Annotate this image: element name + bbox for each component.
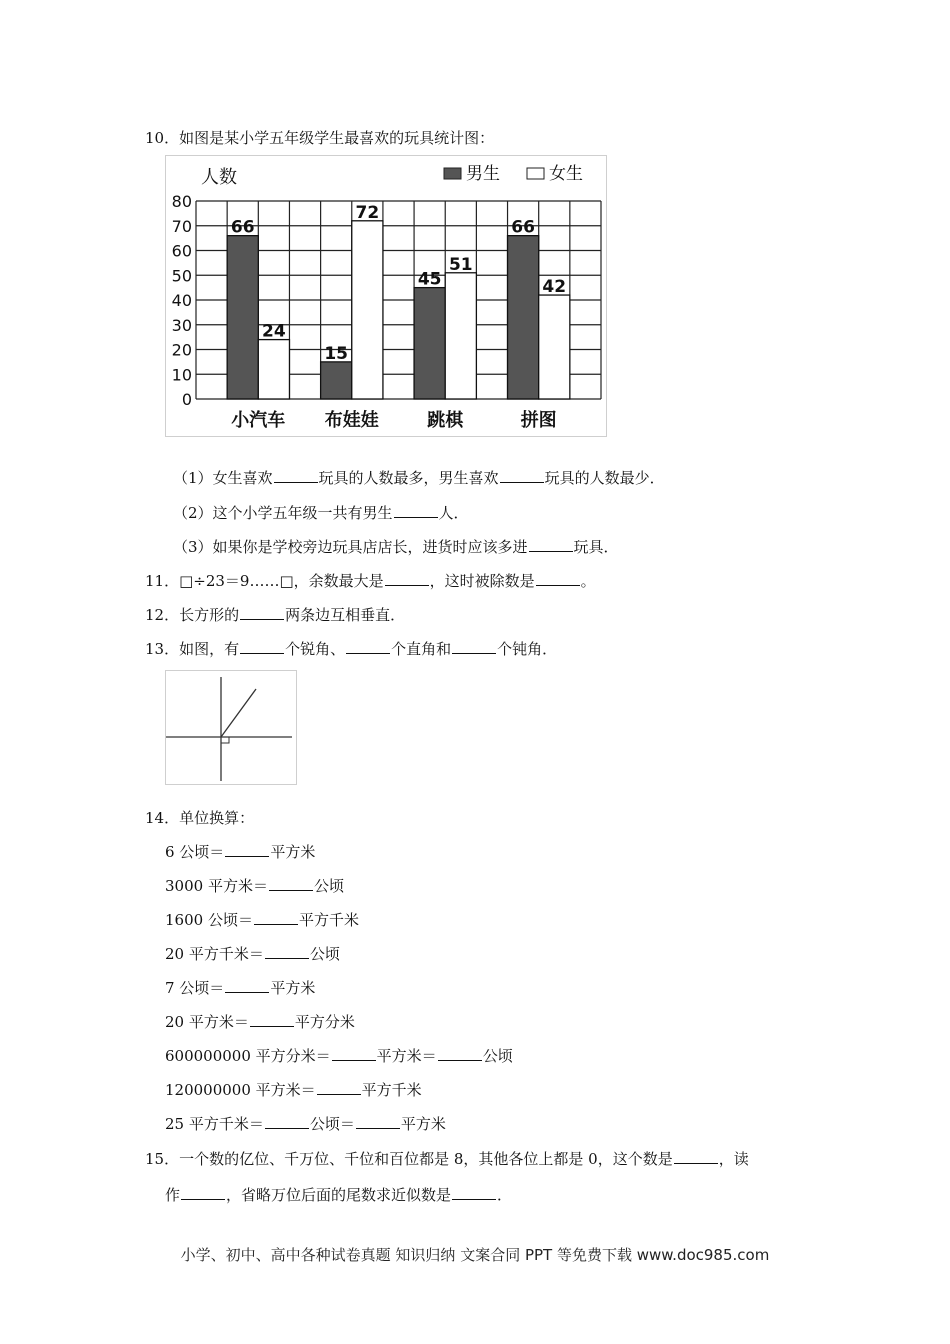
bar-value-label: 66 [511,217,535,238]
bar-value-label: 51 [448,254,473,275]
q10-sub1-text-a: （1）女生喜欢 [173,469,273,487]
y-tick-label: 60 [171,241,192,261]
q14-r6-text-a: 20 平方米＝ [165,1013,249,1031]
bar-value-label: 42 [542,277,567,298]
q14-title: 14．单位换算： [145,809,255,827]
q10-sub3-text-b: 玩具． [573,538,619,556]
bar-girls [445,273,476,399]
q14-r4-text-b: 公顷 [309,945,340,963]
q15-text-a: 15．一个数的亿位、千万位、千位和百位都是 8，其他各位上都是 0，这个数是 [145,1150,673,1168]
answer-blank[interactable] [536,571,580,586]
answer-blank[interactable] [500,468,544,483]
y-tick-label: 0 [181,390,192,409]
q10-sub3-text-a: （3）如果你是学校旁边玩具店店长，进货时应该多进 [173,538,528,556]
chart-svg [166,156,606,436]
y-axis-label: 人数 [201,167,237,188]
q10-sub3 [173,537,619,557]
answer-blank[interactable] [250,1012,294,1027]
bar-girls [258,340,289,399]
answer-blank[interactable] [254,910,298,925]
q13-text-b: 个锐角、 [285,640,346,658]
q14-row8 [165,1080,422,1100]
q14-r1-text-b: 平方米 [270,843,316,861]
legend-label-girls: 女生 [549,164,583,184]
q10-sub2-text-a: （2）这个小学五年级一共有男生 [173,504,393,522]
bar-value-label: 72 [355,202,380,223]
angle-figure-svg [166,671,296,784]
q13-text-a: 13．如图，有 [145,640,240,658]
q15-text-b: ，读 [718,1150,749,1168]
q15-line1 [145,1149,749,1169]
x-category-label: 拼图 [520,410,557,431]
answer-blank[interactable] [240,639,284,654]
answer-blank[interactable] [452,1185,496,1200]
y-tick-label: 10 [171,365,192,385]
answer-blank[interactable] [394,503,438,518]
q11 [145,571,596,591]
q14-row6 [165,1012,355,1032]
legend-swatch-girls [527,168,544,179]
q14-r3-text-b: 平方千米 [298,911,359,929]
bar-value-label: 15 [324,343,349,364]
q14-row1 [165,842,315,862]
q13-text-c: 个直角和 [391,640,452,658]
bar-boys [414,288,445,399]
answer-blank[interactable] [674,1149,718,1164]
q11-text-a: 11．□÷23＝9……□，余数最大是 [145,572,384,590]
q11-text-b: ，这时被除数是 [429,572,535,590]
q14-r5-text-b: 平方米 [270,979,316,997]
q10-stem: 10．如图是某小学五年级学生最喜欢的玩具统计图： [145,129,495,147]
toy-bar-chart [165,155,607,437]
y-tick-label: 40 [171,291,192,310]
answer-blank[interactable] [317,1080,361,1095]
page-footer: 小学、初中、高中各种试卷真题 知识归纳 文案合同 PPT 等免费下载 www.doc985.com [180,1246,770,1264]
q14-r9-text-b: 公顷＝ [309,1115,355,1133]
q14-r2-text-b: 公顷 [313,877,344,895]
y-tick-label: 30 [171,315,192,335]
q15-line2 [165,1185,512,1205]
q14-r7-text-b: 平方米＝ [376,1047,437,1065]
q10-sub2 [173,503,469,523]
y-tick-label: 20 [171,340,192,360]
q15-text-e: ． [497,1186,513,1204]
q14-r7-text-a: 600000000 平方分米＝ [165,1047,331,1065]
q14-r2-text-a: 3000 平方米＝ [165,877,268,895]
bar-girls [539,295,570,399]
q14-r8-text-a: 120000000 平方米＝ [165,1081,316,1099]
q14-r4-text-a: 20 平方千米＝ [165,945,264,963]
answer-blank[interactable] [265,944,309,959]
answer-blank[interactable] [452,639,496,654]
answer-blank[interactable] [274,468,318,483]
q14-row3 [165,910,359,930]
answer-blank[interactable] [356,1114,400,1129]
y-tick-label: 50 [171,266,192,286]
y-tick-label: 70 [171,216,192,236]
q14-r9-text-c: 平方米 [400,1115,446,1133]
bar-value-label: 45 [417,269,442,290]
q14-r6-text-b: 平方分米 [294,1013,355,1031]
bar-value-label: 24 [262,321,286,342]
x-category-label: 布娃娃 [324,410,379,431]
q14-r8-text-b: 平方千米 [361,1081,422,1099]
q15-text-c: 作 [165,1186,181,1204]
legend-label-boys: 男生 [466,164,500,184]
answer-blank[interactable] [438,1046,482,1061]
q13-text-d: 个钝角． [497,640,558,658]
y-tick-label: 80 [171,192,192,211]
answer-blank[interactable] [346,639,390,654]
bar-boys [508,236,539,399]
answer-blank[interactable] [529,537,573,552]
bar-boys [321,362,352,399]
bar-value-label: 66 [230,217,255,238]
answer-blank[interactable] [385,571,429,586]
answer-blank[interactable] [332,1046,376,1061]
legend-swatch-boys [444,168,461,179]
q11-text-c: 。 [580,572,596,590]
answer-blank[interactable] [265,1114,309,1129]
q14-r5-text-a: 7 公顷＝ [165,979,225,997]
q14-r1-text-a: 6 公顷＝ [165,843,225,861]
q14-r9-text-a: 25 平方千米＝ [165,1115,264,1133]
q14-row5 [165,978,315,998]
answer-blank[interactable] [269,876,313,891]
q10-sub1 [173,468,665,488]
q14-row4 [165,944,340,964]
answer-blank[interactable] [181,1185,225,1200]
x-category-label: 小汽车 [231,410,286,431]
q13 [145,639,557,659]
answer-blank[interactable] [240,605,284,620]
q10-sub1-text-c: 玩具的人数最少． [544,469,665,487]
q15-text-d: ，省略万位后面的尾数求近似数是 [226,1186,452,1204]
q14-r7-text-c: 公顷 [482,1047,513,1065]
q14-row2 [165,876,344,896]
bar-girls [352,221,383,399]
bar-boys [227,236,258,399]
q14-row9 [165,1114,446,1134]
q10-sub2-text-b: 人． [438,504,469,522]
angle-figure [165,670,297,785]
q10-sub1-text-b: 玩具的人数最多，男生喜欢 [318,469,499,487]
answer-blank[interactable] [225,978,269,993]
q14-row7 [165,1046,513,1066]
answer-blank[interactable] [225,842,269,857]
x-category-label: 跳棋 [427,410,464,431]
q12-text-a: 12．长方形的 [145,606,240,624]
q12 [145,605,405,625]
right-angle-mark [221,737,229,743]
q12-text-b: 两条边互相垂直． [285,606,406,624]
q14-r3-text-a: 1600 公顷＝ [165,911,253,929]
oblique-ray [221,689,256,737]
